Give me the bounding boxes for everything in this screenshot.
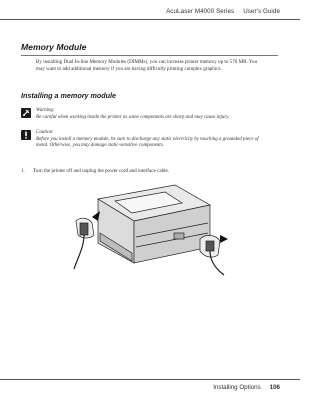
header-product: AcuLaser M4000 Series <box>166 8 235 15</box>
printer-unplug-illustration <box>70 177 230 279</box>
subsection-title: Installing a memory module <box>21 91 117 100</box>
header-rule <box>0 19 300 20</box>
running-header <box>166 8 280 15</box>
section-title: Memory Module <box>21 42 87 52</box>
step-text: Turn the printer off and unplug the power cord and interface cable. <box>33 168 170 174</box>
step-1 <box>21 168 271 175</box>
page-number: 106 <box>269 384 280 391</box>
warning-label: Warning: <box>36 108 55 113</box>
section-rule <box>21 55 278 56</box>
warning-text: Be careful when working inside the printer as some components are sharp and may cause injury. <box>36 114 230 120</box>
left-hand-unplugging <box>74 218 94 269</box>
caution-text: Before you install a memory module, be sure to discharge any static electricity by touching a grounded piece of metal. Otherwise, you may damage static-sensitive components. <box>36 136 259 149</box>
running-footer <box>213 384 280 391</box>
caution-label: Caution: <box>36 130 54 135</box>
section-intro: By installing Dual In-line Memory Modules (DIMMs), you can increase printer memory up to 576 MB. You may want to add additional memory if you are having difficulty printing complex graphics. <box>36 59 258 72</box>
printer-drawing <box>98 185 210 263</box>
footer-rule <box>0 379 300 380</box>
header-guide: User's Guide <box>243 8 280 15</box>
step-number: 1. <box>21 168 25 174</box>
footer-section: Installing Options <box>213 384 261 391</box>
caution-exclamation-icon <box>21 130 31 140</box>
warning-hand-icon <box>21 108 31 118</box>
